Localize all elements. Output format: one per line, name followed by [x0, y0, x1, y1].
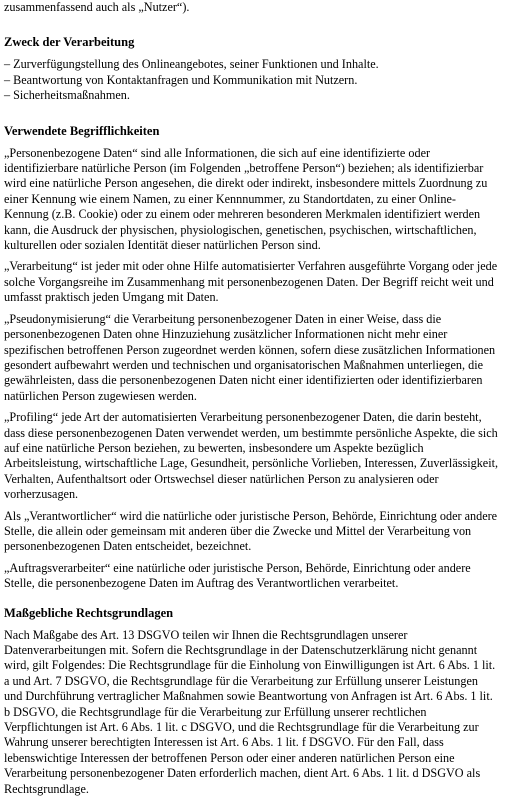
term-processing: „Verarbeitung“ ist jeder mit oder ohne Hilfe automatisierter Verfahren ausgeführte Vorgang oder jede solche Vorgangsreihe im Zusammenhang mit personenbezogenen Daten. Der Begriff reicht weit und umfasst praktisch jeden Umgang mit Daten. [4, 259, 498, 305]
purpose-item: – Sicherheitsmaßnahmen. [4, 88, 130, 103]
term-pseudonymisation: „Pseudonymisierung“ die Verarbeitung personenbezogener Daten in einer Weise, dass die personenbezogenen Daten ohne Hinzuziehung zusätzlicher Informationen nicht mehr einer spezifischen betroffenen Person zugeordnet werden können, sofern diese zusätzlichen Informationen gesondert aufbewahrt werden und technischen und organisatorischen Maßnahmen unterliegen, die gewährleisten, dass die personenbezogenen Daten nicht einer identifizierten oder identifizierbaren natürlichen Person zugewiesen werden. [4, 311, 496, 403]
legal-section [4, 606, 499, 797]
term-processor: „Auftragsverarbeiter“ eine natürliche oder juristische Person, Behörde, Einrichtung oder andere Stelle, die personenbezogene Daten im Auftrag des Verantwortlichen verarbeitet. [4, 560, 471, 591]
purpose-list [4, 57, 499, 103]
terms-section [4, 124, 499, 592]
terms-heading: Verwendete Begrifflichkeiten [4, 123, 160, 138]
purpose-item: – Zurverfügungstellung des Onlineangebotes, seiner Funktionen und Inhalte. [4, 57, 379, 72]
legal-heading: Maßgebliche Rechtsgrundlagen [4, 605, 174, 620]
purpose-section [4, 35, 499, 103]
purpose-item: – Beantwortung von Kontaktanfragen und Kommunikation mit Nutzern. [4, 72, 358, 87]
term-profiling: „Profiling“ jede Art der automatisierten Verarbeitung personenbezogener Daten, die darin besteht, dass diese personenbezogenen Daten verwendet werden, um bestimmte persönliche Aspekte, die sich auf eine natürliche Person beziehen, zu bewerten, insbesondere um Aspekte bezüglich Arbeitsleistung, wirtschaftliche Lage, Gesundheit, persönliche Vorlieben, Interessen, Zuverlässigkeit, Verhalten, Aufenthaltsort oder Ortswechsel dieser natürlichen Person zu analysieren oder vorherzusagen. [4, 410, 499, 502]
purpose-heading: Zweck der Verarbeitung [4, 35, 135, 50]
term-personal-data: „Personenbezogene Daten“ sind alle Informationen, die sich auf eine identifizierte oder identifizierbare natürliche Person (im Folgenden „betroffene Person“) beziehen; als identifizierbar wird eine natürliche Person angesehen, die direkt oder indirekt, insbesondere mittels Zuordnung zu einer Kennung wie einem Namen, zu einer Kennnummer, zu Standortdaten, zu einer Online-Kennung (z.B. Cookie) oder zu einem oder mehreren besonderen Merkmalen identifiziert werden kann, die Ausdruck der physischen, physiologischen, genetischen, psychischen, wirtschaftlichen, kulturellen oder sozialen Identität dieser natürlichen Person sind. [4, 145, 488, 253]
intro-fragment: zusammenfassend auch als „Nutzer“). [4, 0, 190, 14]
legal-paragraph: Nach Maßgabe des Art. 13 DSGVO teilen wir Ihnen die Rechtsgrundlagen unserer Datenverarbeitungen mit. Sofern die Rechtsgrundlage in der Datenschutzerklärung nicht genannt wird, gilt Folgendes: Die Rechtsgrundlage für die Einholung von Einwilligungen ist Art. 6 Abs. 1 lit. a und Art. 7 DSGVO, die Rechtsgrundlage für die Verarbeitung zur Erfüllung unserer Leistungen und Durchführung vertraglicher Maßnahmen sowie Beantwortung von Anfragen ist Art. 6 Abs. 1 lit. b DSGVO, die Rechtsgrundlage für die Verarbeitung zur Erfüllung unserer rechtlichen Verpflichtungen ist Art. 6 Abs. 1 lit. c DSGVO, und die Rechtsgrundlage für die Verarbeitung zur Wahrung unserer berechtigten Interessen ist Art. 6 Abs. 1 lit. f DSGVO. Für den Fall, dass lebenswichtige Interessen der betroffenen Person oder einer anderen natürlichen Person eine Verarbeitung personenbezogener Daten erforderlich machen, dient Art. 6 Abs. 1 lit. d DSGVO als Rechtsgrundlage. [4, 627, 496, 796]
term-controller: Als „Verantwortlicher“ wird die natürliche oder juristische Person, Behörde, Einrichtung oder andere Stelle, die allein oder gemeinsam mit anderen über die Zwecke und Mittel der Verarbeitung von personenbezogenen Daten entscheidet, bezeichnet. [4, 508, 498, 554]
